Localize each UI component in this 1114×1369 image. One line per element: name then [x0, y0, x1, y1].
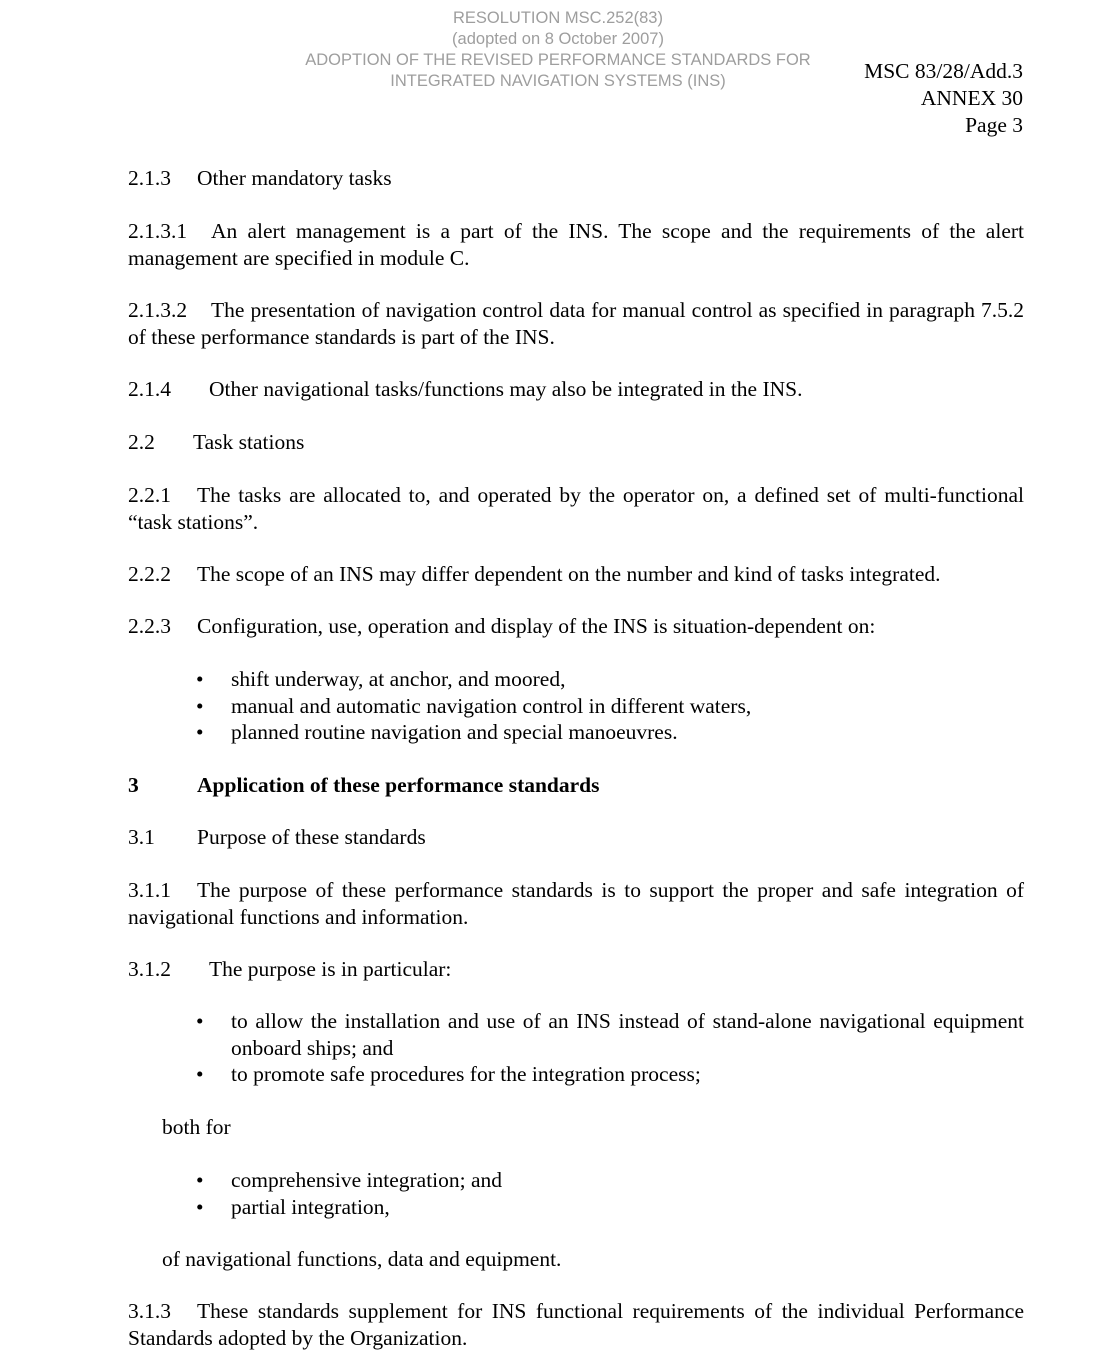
paragraph-text: The presentation of navigation control data for manual control as specified in paragraph 7.5.2 of these performance standards is part of the INS. [128, 298, 1024, 349]
paragraph [128, 376, 1024, 403]
watermark-line: (adopted on 8 October 2007) [452, 30, 664, 48]
section-number: 2.1.3 [128, 166, 171, 190]
paragraph [128, 1298, 1024, 1351]
watermark-line: INTEGRATED NAVIGATION SYSTEMS (INS) [390, 72, 726, 90]
list-item: • planned routine navigation and special manoeuvres. [196, 719, 1024, 746]
list-item: • to allow the installation and use of an INS instead of stand-alone navigational equipment onboard ships; and [196, 1008, 1024, 1061]
paragraph-text: The purpose of these performance standards is to support the proper and safe integration of navigational functions and information. [128, 878, 1024, 929]
bullet-list [196, 1008, 1024, 1088]
paragraph-text: of navigational functions, data and equipment. [162, 1247, 562, 1271]
section-title: Other mandatory tasks [197, 166, 392, 190]
list-item: • to promote safe procedures for the integration process; [196, 1061, 1024, 1088]
paragraph-text: The tasks are allocated to, and operated by the operator on, a defined set of multi-functional “task stations”. [128, 483, 1024, 534]
list-item: • manual and automatic navigation control in different waters, [196, 693, 1024, 720]
paragraph-number: 2.1.3.2 [128, 298, 188, 322]
section-title: Application of these performance standards [197, 773, 600, 797]
document-reference [864, 58, 1023, 139]
section-heading [128, 824, 1024, 851]
paragraph-text: both for [162, 1115, 231, 1139]
section-title: Task stations [193, 430, 305, 454]
paragraph-text: These standards supplement for INS functional requirements of the individual Performance Standards adopted by the Organization. [128, 1299, 1024, 1350]
watermark-line: ADOPTION OF THE REVISED PERFORMANCE STANDARDS FOR [305, 51, 811, 69]
section-heading [128, 165, 1024, 192]
paragraph-number: 2.2.2 [128, 562, 171, 586]
paragraph-number: 2.2.3 [128, 614, 171, 638]
paragraph [128, 956, 1024, 983]
section-heading [128, 772, 1024, 799]
watermark-line: RESOLUTION MSC.252(83) [453, 9, 663, 27]
list-item: • comprehensive integration; and [196, 1167, 1024, 1194]
paragraph-number: 2.1.3.1 [128, 219, 188, 243]
paragraph-number: 3.1.3 [128, 1299, 171, 1323]
paragraph [128, 482, 1024, 535]
paragraph-text: The scope of an INS may differ dependent on the number and kind of tasks integrated. [197, 562, 941, 586]
annex-label: ANNEX 30 [920, 86, 1023, 110]
bullet-list [196, 1167, 1024, 1220]
list-item: • partial integration, [196, 1194, 1024, 1221]
paragraph [128, 877, 1024, 930]
document-number: MSC 83/28/Add.3 [864, 59, 1023, 83]
list-item: • shift underway, at anchor, and moored, [196, 666, 1024, 693]
section-title: Purpose of these standards [197, 825, 426, 849]
paragraph [128, 218, 1024, 271]
section-number: 3.1 [128, 825, 155, 849]
paragraph-text: Other navigational tasks/functions may also be integrated in the INS. [209, 377, 803, 401]
section-number: 3 [128, 773, 139, 797]
paragraph-number: 2.1.4 [128, 377, 171, 401]
section-number: 2.2 [128, 430, 155, 454]
resolution-watermark [260, 8, 856, 92]
paragraph-number: 3.1.2 [128, 957, 171, 981]
paragraph [128, 613, 1024, 640]
paragraph-number: 2.2.1 [128, 483, 171, 507]
paragraph-text: An alert management is a part of the INS. The scope and the requirements of the alert management are specified in module C. [128, 219, 1024, 270]
paragraph-number: 3.1.1 [128, 878, 171, 902]
paragraph-text: The purpose is in particular: [209, 957, 452, 981]
paragraph [128, 561, 1024, 588]
paragraph [128, 297, 1024, 350]
paragraph-text: Configuration, use, operation and display of the INS is situation-dependent on: [197, 614, 876, 638]
bullet-list [196, 666, 1024, 746]
section-heading [128, 429, 1024, 456]
page-number: Page 3 [965, 113, 1023, 137]
